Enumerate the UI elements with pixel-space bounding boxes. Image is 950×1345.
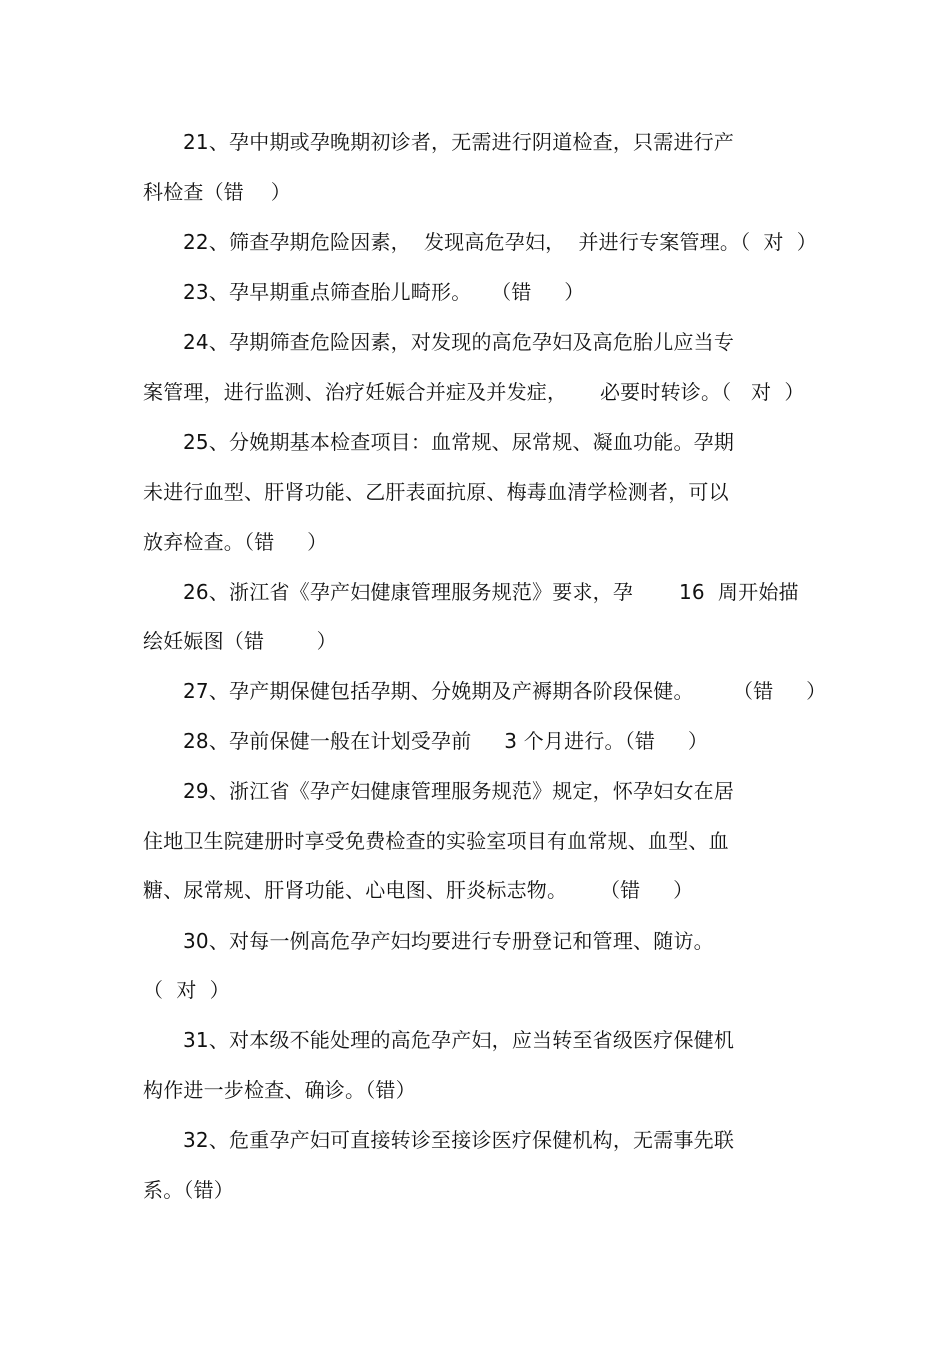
question-29-line-2: 住地卫生院建册时享受免费检查的实验室项目有血常规、血型、血 xyxy=(143,829,729,853)
question-25-line-1: 25、分娩期基本检查项目：血常规、尿常规、凝血功能。孕期 xyxy=(183,430,735,454)
question-26-line-1: 26、浙江省《孕产妇健康管理服务规范》要求，孕 16 周开始描 xyxy=(183,580,799,604)
question-24-line-2: 案管理，进行监测、治疗妊娠合并症及并发症， 必要时转诊。（ 对 ） xyxy=(143,380,805,404)
question-29-line-3: 糖、尿常规、肝肾功能、心电图、肝炎标志物。 （错 ） xyxy=(143,878,694,902)
question-30-line-1: 30、对每一例高危孕产妇均要进行专册登记和管理、随访。 xyxy=(183,929,714,953)
question-21-line-1: 21、孕中期或孕晚期初诊者，无需进行阴道检查，只需进行产 xyxy=(183,130,735,154)
question-25-line-3: 放弃检查。（错 ） xyxy=(143,530,328,554)
question-31-line-2: 构作进一步检查、确诊。（错） xyxy=(143,1078,416,1102)
question-25-line-2: 未进行血型、肝肾功能、乙肝表面抗原、梅毒血清学检测者，可以 xyxy=(143,480,729,504)
question-32-line-2: 系。（错） xyxy=(143,1178,234,1202)
question-21-line-2: 科检查（错 ） xyxy=(143,180,291,204)
question-32-line-1: 32、危重孕产妇可直接转诊至接诊医疗保健机构，无需事先联 xyxy=(183,1128,735,1152)
question-29-line-1: 29、浙江省《孕产妇健康管理服务规范》规定，怀孕妇女在居 xyxy=(183,779,735,803)
question-30-line-2: （ 对 ） xyxy=(143,978,230,1002)
question-28: 28、孕前保健一般在计划受孕前 3 个月进行。（错 ） xyxy=(183,729,709,753)
question-24-line-1: 24、孕期筛查危险因素，对发现的高危孕妇及高危胎儿应当专 xyxy=(183,330,735,354)
question-22: 22、筛查孕期危险因素， 发现高危孕妇， 并进行专案管理。（ 对 ） xyxy=(183,230,817,254)
question-26-line-2: 绘妊娠图（错 ） xyxy=(143,629,337,653)
question-23: 23、孕早期重点筛查胎儿畸形。 （错 ） xyxy=(183,280,585,304)
question-31-line-1: 31、对本级不能处理的高危孕产妇，应当转至省级医疗保健机 xyxy=(183,1028,735,1052)
question-27: 27、孕产期保健包括孕期、分娩期及产褥期各阶段保健。 （错 ） xyxy=(183,679,827,703)
